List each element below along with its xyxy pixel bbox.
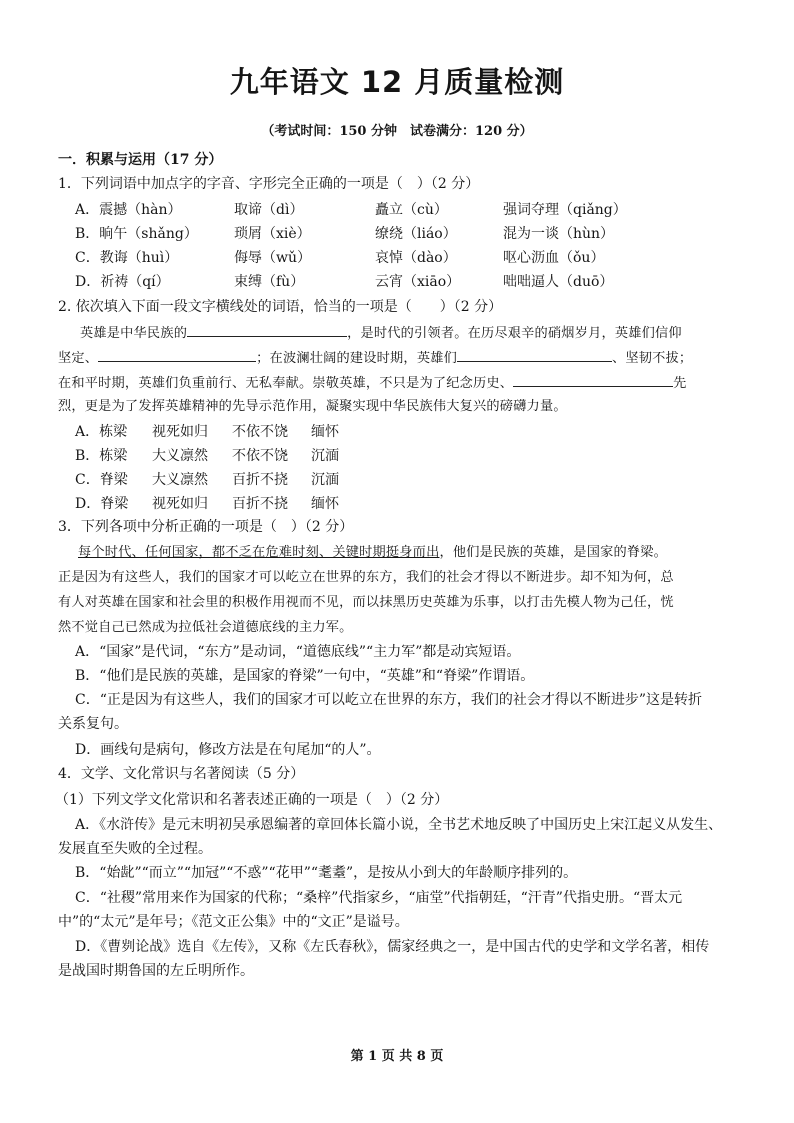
q1-option-cell: 哀悼（dào） — [375, 250, 457, 266]
q4-stem: 4．文学、文化常识与名著阅读（5 分） — [58, 766, 305, 782]
q2-option-cell: 沉湎 — [311, 472, 339, 488]
q2-passage-line: 英雄是中华民族的 ，是时代的引领者。在历尽艰辛的硝烟岁月，英雄们信仰 — [80, 322, 682, 344]
q2-option-cell: 缅怀 — [311, 496, 339, 512]
page-number: 第 1 页 共 8 页 — [350, 1049, 444, 1064]
q4-sub-question: （1）下列文学文化常识和名著表述正确的一项是（ ）（2 分） — [55, 792, 449, 808]
q1-option-cell: 云宵（xiāo） — [375, 274, 461, 290]
underlined-sentence: 每个时代、任何国家，都不乏在危难时刻、关键时期挺身而出 — [78, 545, 440, 560]
q1-option-cell: 呕心沥血（ǒu） — [503, 250, 605, 266]
q2-option-cell: 缅怀 — [311, 424, 339, 440]
q1-option-cell: 侮辱（wǔ） — [234, 250, 311, 266]
q3-passage-line: 有人对英雄在国家和社会里的积极作用视而不见，而以抹黑历史英雄为乐事，以打击先模人物为己任，恍 — [58, 595, 674, 610]
q3-option-b: B．“他们是民族的英雄，是国家的脊梁”一句中，“英雄”和“脊梁”作谓语。 — [75, 668, 535, 684]
q1-option-a: A．震撼（hàn） — [75, 202, 182, 218]
q4-option-a-cont: 发展直至失败的全过程。 — [58, 841, 212, 857]
fill-blank-1[interactable] — [187, 322, 347, 337]
q3-passage-line: 每个时代、任何国家，都不乏在危难时刻、关键时期挺身而出，他们是民族的英雄，是国家的脊梁。 — [78, 545, 668, 560]
q2-option-cell: 大义凛然 — [152, 448, 208, 464]
q4-option-d-cont: 是战国时期鲁国的左丘明所作。 — [58, 963, 254, 979]
fill-blank-4[interactable] — [513, 372, 673, 387]
q1-option-d: D．祈祷（qí） — [75, 274, 170, 290]
q2-option-b: B．栋梁 — [75, 448, 128, 464]
q3-passage-line: 然不觉自己已然成为拉低社会道德底线的主力军。 — [58, 620, 353, 635]
q3-option-c: C．“正是因为有这些人，我们的国家才可以屹立在世界的东方，我们的社会才得以不断进步”这是转折 — [75, 692, 703, 708]
q2-option-cell: 视死如归 — [152, 424, 208, 440]
q1-stem: 1．下列词语中加点字的字音、字形完全正确的一项是（ ）（2 分） — [58, 176, 480, 192]
q3-option-c-cont: 关系复句。 — [58, 716, 128, 732]
q4-option-b: B．“始龀”“而立”“加冠”“不惑”“花甲”“耄耋”，是按从小到大的年龄顺序排列的。 — [75, 865, 578, 881]
q2-option-a: A．栋梁 — [75, 424, 128, 440]
q2-option-cell: 百折不挠 — [232, 496, 288, 512]
q1-option-cell: 混为一谈（hùn） — [503, 226, 615, 242]
q2-option-d: D．脊梁 — [75, 496, 129, 512]
q3-option-d: D．画线句是病句，修改方法是在句尾加“的人”。 — [75, 742, 381, 758]
q1-option-c: C．教诲（huì） — [75, 250, 179, 266]
q2-option-cell: 不依不饶 — [232, 424, 288, 440]
q2-option-cell: 大义凛然 — [152, 472, 208, 488]
q4-option-c: C．“社稷”常用来作为国家的代称；“桑梓”代指家乡，“庙堂”代指朝廷，“汗青”代指史册。“晋太元 — [75, 890, 683, 906]
q4-option-c-cont: 中”的“太元”是年号；《范文正公集》中的“文正”是谥号。 — [58, 914, 409, 930]
q4-option-a: A．《水浒传》是元末明初吴承恩编著的章回体长篇小说，全书艺术地反映了中国历史上宋江起义从发生、 — [75, 817, 723, 833]
q1-option-cell: 缭绕（liáo） — [375, 226, 457, 242]
q2-option-cell: 沉湎 — [311, 448, 339, 464]
q3-passage-line: 正是因为有这些人，我们的国家才可以屹立在世界的东方，我们的社会才得以不断进步。却不知为何，总 — [58, 570, 674, 585]
fill-blank-2[interactable] — [98, 347, 256, 362]
q2-stem: 2. 依次填入下面一段文字横线处的词语，恰当的一项是（ ）（2 分） — [58, 299, 503, 315]
q4-option-d: D．《曹刿论战》选自《左传》，又称《左氏春秋》，儒家经典之一，是中国古代的史学和文学名著，相传 — [75, 939, 710, 955]
q2-option-cell: 百折不挠 — [232, 472, 288, 488]
q2-option-cell: 视死如归 — [152, 496, 208, 512]
q1-option-cell: 矗立（cù） — [375, 202, 448, 218]
q1-option-cell: 琐屑（xiè） — [234, 226, 311, 242]
q3-option-a: A．“国家”是代词，“东方”是动词，“道德底线”“主力军”都是动宾短语。 — [75, 644, 521, 660]
q3-stem: 3．下列各项中分析正确的一项是（ ）（2 分） — [58, 519, 354, 535]
page-title: 九年语文 12 月质量检测 — [229, 65, 565, 99]
q2-option-cell: 不依不饶 — [232, 448, 288, 464]
section-heading: 一．积累与运用（17 分） — [58, 152, 223, 168]
exam-info: （考试时间：150 分钟 试卷满分：120 分） — [261, 124, 533, 139]
q2-option-c: C．脊梁 — [75, 472, 128, 488]
q1-option-cell: 束缚（fù） — [234, 274, 305, 290]
q2-passage-line: 坚定、 ；在波澜壮阔的建设时期，英雄们 、坚韧不拔； — [58, 347, 692, 369]
fill-blank-3[interactable] — [457, 347, 612, 362]
q1-option-cell: 强词夺理（qiǎng） — [503, 202, 627, 218]
q1-option-cell: 取谛（dì） — [234, 202, 304, 218]
q1-option-b: B．晌午（shǎng） — [75, 226, 198, 242]
q2-passage-line: 在和平时期，英雄们负重前行、无私奉献。崇敬英雄，不只是为了纪念历史、 先 — [58, 372, 687, 394]
q1-option-cell: 咄咄逼人（duō） — [503, 274, 614, 290]
q2-passage-line: 烈，更是为了发挥英雄精神的先导示范作用，凝聚实现中华民族伟大复兴的磅礴力量。 — [58, 399, 567, 414]
